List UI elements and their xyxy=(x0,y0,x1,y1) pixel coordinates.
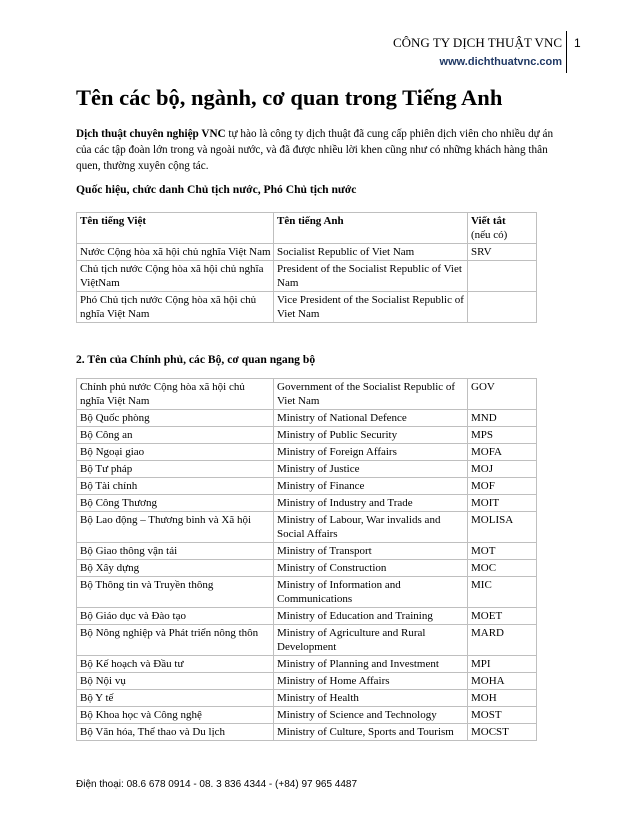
website-link[interactable]: www.dichthuatvnc.com xyxy=(439,56,562,68)
cell-abbrev: MARD xyxy=(468,625,537,656)
cell-english: Government of the Socialist Republic of Viet Nam xyxy=(274,379,468,410)
cell-english: Ministry of National Defence xyxy=(274,410,468,427)
table-row xyxy=(77,444,537,461)
header-divider xyxy=(566,31,567,73)
cell-english: Ministry of Health xyxy=(274,690,468,707)
cell-vietnamese: Bộ Giáo dục và Đào tạo xyxy=(77,608,274,625)
cell-english: Ministry of Agriculture and Rural Development xyxy=(274,625,468,656)
cell-abbrev: MND xyxy=(468,410,537,427)
table-row xyxy=(77,461,537,478)
cell-english: Ministry of Planning and Investment xyxy=(274,656,468,673)
cell-vietnamese: Bộ Nội vụ xyxy=(77,673,274,690)
cell-abbrev xyxy=(468,292,537,323)
table-row xyxy=(77,656,537,673)
cell-english: Ministry of Culture, Sports and Tourism xyxy=(274,724,468,741)
intro-text: tự hào là công ty dịch thuật đã cung cấp phiên dịch viên cho nhiều dự án của các tập đoàn lớn trong và ngoài nước, và đã được nhiều lời khen cũng như có những khách hàng thân quen, thường xuyên cộng tác. xyxy=(76,128,554,172)
cell-english: Ministry of Information and Communications xyxy=(274,577,468,608)
cell-english: Ministry of Home Affairs xyxy=(274,673,468,690)
cell-vietnamese: Phó Chủ tịch nước Cộng hòa xã hội chủ nghĩa Việt Nam xyxy=(77,292,274,323)
cell-vietnamese: Bộ Tư pháp xyxy=(77,461,274,478)
cell-vietnamese: Chủ tịch nước Cộng hòa xã hội chủ nghĩa ViệtNam xyxy=(77,261,274,292)
cell-abbrev: MPI xyxy=(468,656,537,673)
cell-vietnamese: Bộ Quốc phòng xyxy=(77,410,274,427)
section2-heading: 2. Tên của Chính phủ, các Bộ, cơ quan ngang bộ xyxy=(76,353,316,366)
table-row xyxy=(77,244,537,261)
cell-abbrev: MPS xyxy=(468,427,537,444)
col-header-abbrev-note: (nếu có) xyxy=(471,229,508,241)
footer-phone: Điện thoại: 08.6 678 0914 - 08. 3 836 4344 - (+84) 97 965 4487 xyxy=(76,779,358,790)
cell-vietnamese: Chính phủ nước Cộng hòa xã hội chủ nghĩa Việt Nam xyxy=(77,379,274,410)
cell-abbrev: MIC xyxy=(468,577,537,608)
cell-abbrev: MOCST xyxy=(468,724,537,741)
cell-vietnamese: Bộ Thông tin và Truyền thông xyxy=(77,577,274,608)
table-row xyxy=(77,410,537,427)
col-header-english: Tên tiếng Anh xyxy=(274,213,468,244)
cell-vietnamese: Bộ Xây dựng xyxy=(77,560,274,577)
table-row xyxy=(77,427,537,444)
cell-english: Ministry of Education and Training xyxy=(274,608,468,625)
cell-abbrev: MOIT xyxy=(468,495,537,512)
table-row xyxy=(77,724,537,741)
cell-english: Ministry of Industry and Trade xyxy=(274,495,468,512)
cell-abbrev: MOF xyxy=(468,478,537,495)
cell-english: Ministry of Science and Technology xyxy=(274,707,468,724)
table-row xyxy=(77,690,537,707)
table-row xyxy=(77,608,537,625)
table-row xyxy=(77,543,537,560)
cell-english: Ministry of Foreign Affairs xyxy=(274,444,468,461)
cell-english: Ministry of Public Security xyxy=(274,427,468,444)
cell-vietnamese: Bộ Lao động – Thương binh và Xã hội xyxy=(77,512,274,543)
cell-abbrev: MOH xyxy=(468,690,537,707)
cell-vietnamese: Bộ Giao thông vận tải xyxy=(77,543,274,560)
cell-abbrev: MOFA xyxy=(468,444,537,461)
cell-vietnamese: Bộ Khoa học và Công nghệ xyxy=(77,707,274,724)
table-row xyxy=(77,707,537,724)
table-row xyxy=(77,261,537,292)
cell-english: President of the Socialist Republic of Viet Nam xyxy=(274,261,468,292)
table-row xyxy=(77,673,537,690)
company-name: CÔNG TY DỊCH THUẬT VNC xyxy=(392,35,562,50)
page-title: Tên các bộ, ngành, cơ quan trong Tiếng Anh xyxy=(76,85,503,110)
page-header xyxy=(0,33,638,73)
page-number: 1 xyxy=(574,36,581,50)
cell-vietnamese: Bộ Văn hóa, Thể thao và Du lịch xyxy=(77,724,274,741)
section1-heading: Quốc hiệu, chức danh Chủ tịch nước, Phó Chủ tịch nước xyxy=(76,183,357,196)
col-header-abbrev xyxy=(468,213,537,244)
cell-english: Socialist Republic of Viet Nam xyxy=(274,244,468,261)
cell-vietnamese: Bộ Tài chính xyxy=(77,478,274,495)
cell-english: Ministry of Construction xyxy=(274,560,468,577)
cell-abbrev: MOC xyxy=(468,560,537,577)
table-row xyxy=(77,292,537,323)
cell-vietnamese: Bộ Y tế xyxy=(77,690,274,707)
cell-vietnamese: Bộ Kế hoạch và Đầu tư xyxy=(77,656,274,673)
table-row xyxy=(77,560,537,577)
cell-english: Vice President of the Socialist Republic of Viet Nam xyxy=(274,292,468,323)
col-header-vietnamese: Tên tiếng Việt xyxy=(77,213,274,244)
col-header-abbrev-main: Viết tắt xyxy=(471,215,506,227)
cell-abbrev: MOET xyxy=(468,608,537,625)
cell-abbrev: MOJ xyxy=(468,461,537,478)
table-row xyxy=(77,625,537,656)
cell-english: Ministry of Justice xyxy=(274,461,468,478)
table-header-row xyxy=(77,213,537,244)
table-row xyxy=(77,379,537,410)
table-state-titles xyxy=(76,212,537,323)
table-row xyxy=(77,495,537,512)
cell-vietnamese: Bộ Công an xyxy=(77,427,274,444)
cell-abbrev xyxy=(468,261,537,292)
intro-bold: Dịch thuật chuyên nghiệp VNC xyxy=(76,128,226,140)
cell-abbrev: MOT xyxy=(468,543,537,560)
cell-vietnamese: Bộ Công Thương xyxy=(77,495,274,512)
cell-english: Ministry of Labour, War invalids and Social Affairs xyxy=(274,512,468,543)
cell-abbrev: SRV xyxy=(468,244,537,261)
table-ministries xyxy=(76,378,537,741)
cell-vietnamese: Bộ Ngoại giao xyxy=(77,444,274,461)
cell-english: Ministry of Transport xyxy=(274,543,468,560)
cell-vietnamese: Nước Cộng hòa xã hội chủ nghĩa Việt Nam xyxy=(77,244,274,261)
table-row xyxy=(77,512,537,543)
table-row xyxy=(77,478,537,495)
intro-paragraph xyxy=(76,126,566,174)
cell-abbrev: MOHA xyxy=(468,673,537,690)
table-row xyxy=(77,577,537,608)
cell-abbrev: MOST xyxy=(468,707,537,724)
cell-english: Ministry of Finance xyxy=(274,478,468,495)
cell-abbrev: MOLISA xyxy=(468,512,537,543)
cell-abbrev: GOV xyxy=(468,379,537,410)
cell-vietnamese: Bộ Nông nghiệp và Phát triển nông thôn xyxy=(77,625,274,656)
